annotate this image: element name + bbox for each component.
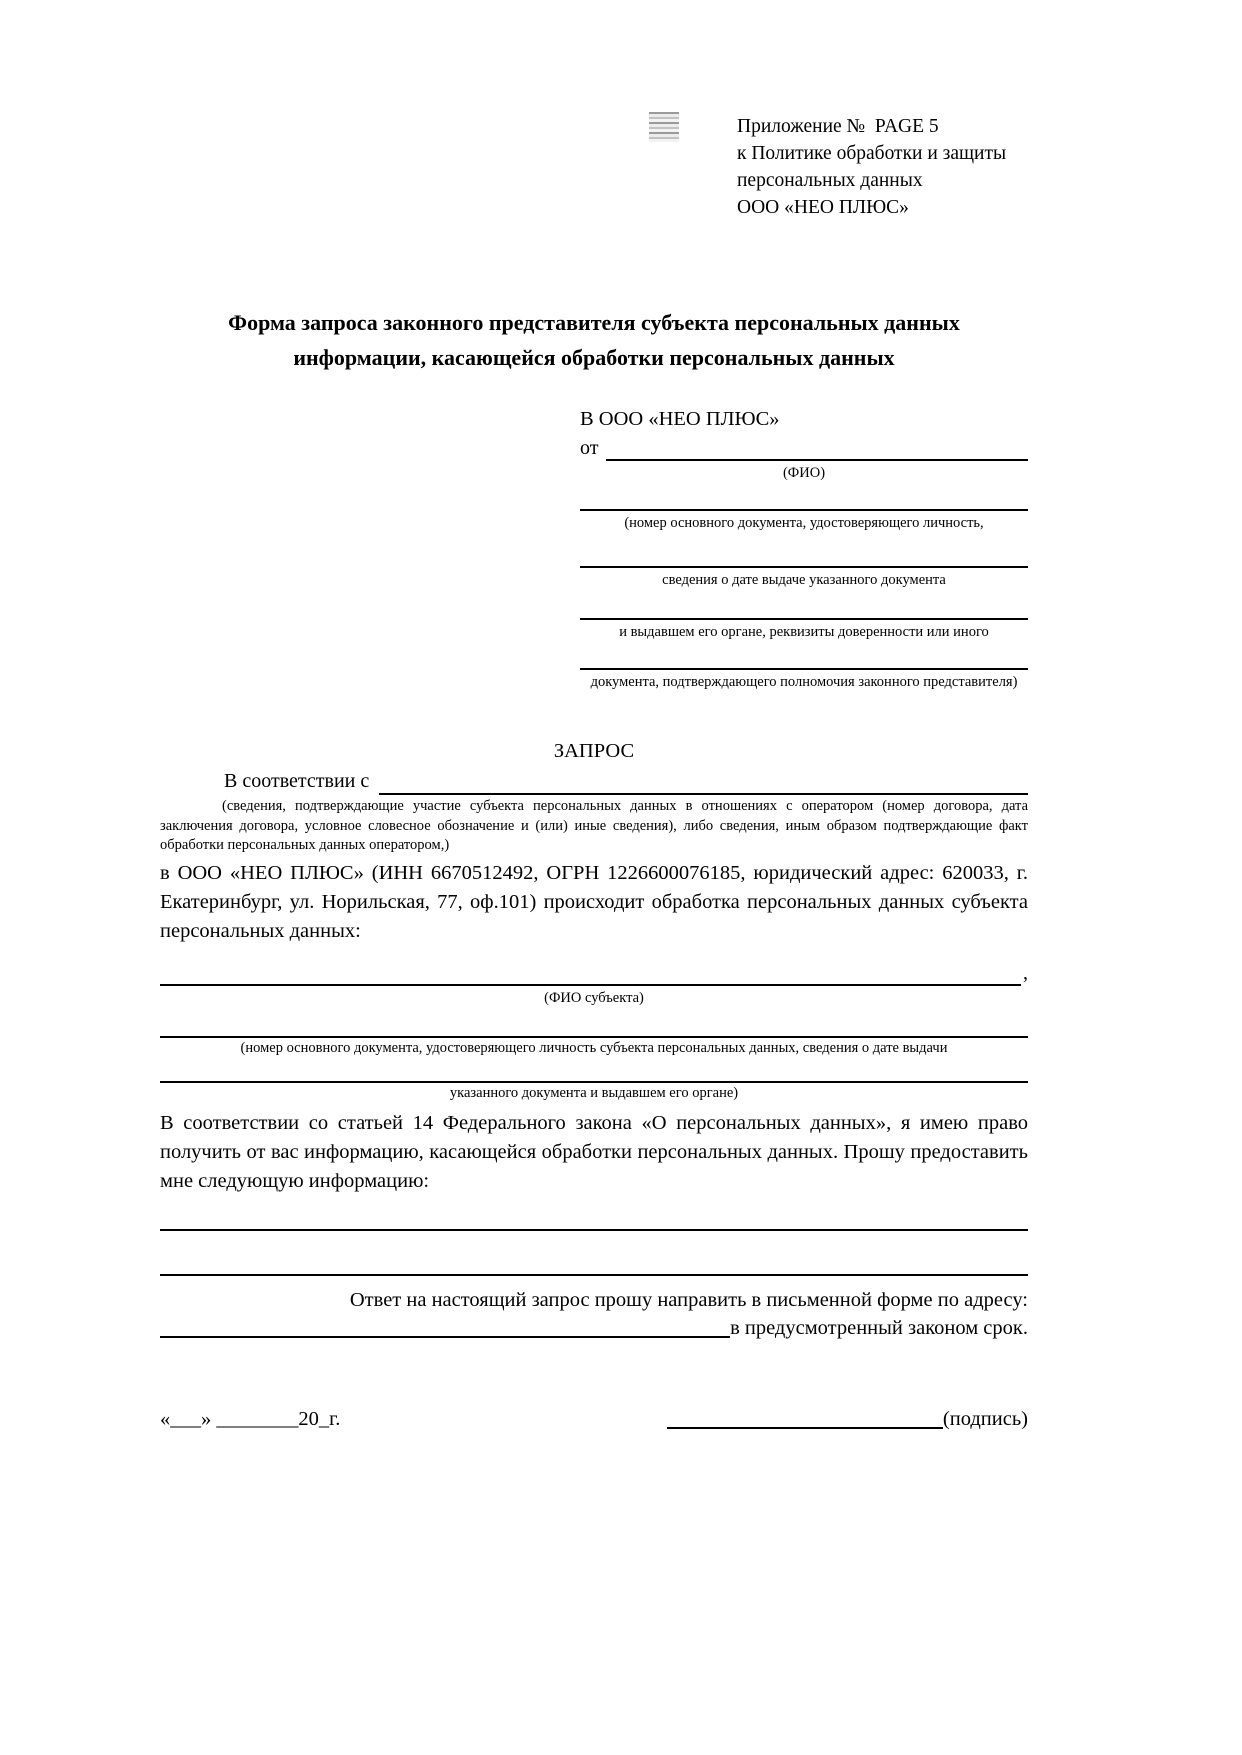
document-content [160, 305, 1028, 1433]
embedded-text-lines-icon [649, 112, 679, 142]
subject-fio-row [160, 960, 1028, 986]
info-fill-line-2[interactable] [160, 1274, 1028, 1276]
participation-smallprint: (сведения, подтверждающие участие субъекта персональных данных в отношениях с оператором (номер договора, дата заключения договора, условное словесное обозначение и (или) иные сведения), либо сведения, иным образом подтверждающие факт обработки персональных данных оператором,) [160, 798, 1028, 853]
appendix-line-1: Приложение № PAGE 5 [737, 116, 939, 137]
addressee-org: В ООО «НЕО ПЛЮС» [580, 408, 780, 430]
subject-fio-caption: (ФИО субъекта) [544, 989, 644, 1006]
fio-caption: (ФИО) [782, 465, 826, 481]
from-fill-line[interactable] [606, 459, 1028, 461]
law-paragraph: В соответствии со статьей 14 Федерального закона «О персональных данных», я имею право получить от вас информацию, касающейся обработки персональных данных. Прошу предоставить мне следующую информацию: [160, 1111, 1028, 1192]
id-doc-caption-3: и выдавшем его органе, реквизиты доверенности или иного [619, 624, 989, 640]
id-doc-caption-1: (номер основного документа, удостоверяющего личность, [624, 515, 984, 531]
id-doc-fill-line-3[interactable] [580, 618, 1028, 620]
appendix-line-3: персональных данных [737, 170, 923, 191]
id-doc-fill-line-4[interactable] [580, 668, 1028, 670]
request-heading: ЗАПРОС [553, 740, 635, 762]
subject-fio-fill-line[interactable] [160, 984, 1021, 986]
accordance-label: В соответствии с [224, 770, 370, 792]
subject-doc-caption-2: указанного документа и выдавшем его органе) [449, 1084, 739, 1101]
id-doc-fill-line-1[interactable] [580, 509, 1028, 511]
signature-group [667, 1405, 1028, 1433]
address-fill-line[interactable] [160, 1336, 730, 1338]
reply-address-row [160, 1314, 1028, 1342]
date-line: «___» ________20_г. [160, 1407, 341, 1430]
addressee-block [580, 405, 1028, 692]
subject-doc-caption-1: (номер основного документа, удостоверяющего личность субъекта персональных данных, сведения о дате выдачи [240, 1039, 948, 1056]
subject-fio-comma: , [1023, 961, 1028, 984]
id-doc-fill-line-2[interactable] [580, 566, 1028, 568]
form-title-line-2: информации, касающейся обработки персональных данных [293, 345, 895, 370]
accordance-fill-line[interactable] [379, 793, 1028, 795]
accordance-row [160, 767, 1028, 795]
reply-instruction: Ответ на настоящий запрос прошу направить в письменной форме по адресу: [349, 1288, 1028, 1311]
id-doc-caption-4: документа, подтверждающего полномочия законного представителя) [590, 674, 1018, 690]
from-label: от [580, 437, 599, 459]
info-fill-line-1[interactable] [160, 1229, 1028, 1231]
appendix-line-4: ООО «НЕО ПЛЮС» [737, 197, 909, 218]
reply-tail: в предусмотренный законом срок. [730, 1316, 1028, 1339]
id-doc-caption-2: сведения о дате выдаче указанного документа [662, 572, 946, 588]
from-row [580, 435, 1028, 461]
appendix-line-2: к Политике обработки и защиты [737, 143, 1007, 164]
operator-paragraph: в ООО «НЕО ПЛЮС» (ИНН 6670512492, ОГРН 1226600076185, юридический адрес: 620033, г. Екатеринбург, ул. Норильская, 77, оф.101) происходит обработка персональных данных субъекта персональных данных: [160, 861, 1028, 942]
footer-row [160, 1405, 1028, 1433]
signature-caption: (подпись) [942, 1407, 1028, 1430]
appendix-block [737, 113, 1006, 221]
signature-fill-line[interactable] [667, 1427, 943, 1429]
form-title-line-1: Форма запроса законного представителя субъекта персональных данных [228, 310, 960, 335]
form-title [160, 305, 1028, 375]
